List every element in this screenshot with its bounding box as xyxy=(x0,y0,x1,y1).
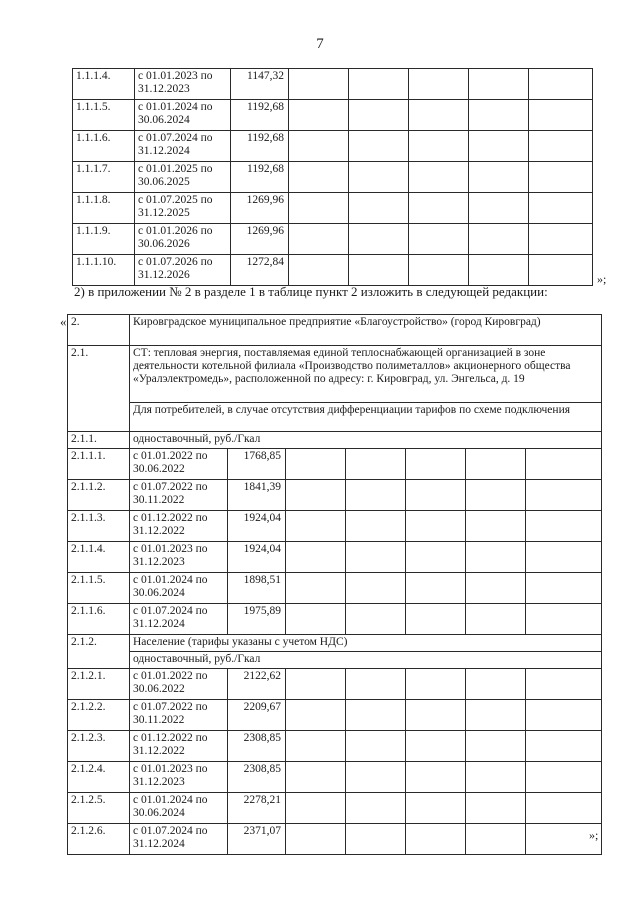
row-number: 1.1.1.5. xyxy=(73,100,135,131)
empty-cell xyxy=(349,100,409,131)
empty-cell xyxy=(346,824,406,855)
row-value: 2308,85 xyxy=(228,731,286,762)
empty-cell xyxy=(466,573,526,604)
row-period: с 01.07.2024 по 31.12.2024 xyxy=(130,604,228,635)
empty-cell xyxy=(346,731,406,762)
row-number: 2.1.1.6. xyxy=(68,604,130,635)
row-number: 2.1.2.4. xyxy=(68,762,130,793)
row-period: с 01.01.2026 по 30.06.2026 xyxy=(135,224,231,255)
table-row xyxy=(68,669,602,700)
row-value: 1147,32 xyxy=(231,69,289,100)
empty-cell xyxy=(526,542,602,573)
table-row xyxy=(68,731,602,762)
empty-cell xyxy=(469,193,529,224)
empty-cell xyxy=(466,511,526,542)
row-period: с 01.07.2026 по 31.12.2026 xyxy=(135,255,231,286)
empty-cell xyxy=(466,731,526,762)
empty-cell xyxy=(409,193,469,224)
empty-cell xyxy=(286,700,346,731)
empty-cell xyxy=(346,542,406,573)
table-row xyxy=(68,793,602,824)
row-period: с 01.12.2022 по 31.12.2022 xyxy=(130,511,228,542)
empty-cell xyxy=(409,131,469,162)
row-value: 1898,51 xyxy=(228,573,286,604)
table-row xyxy=(68,762,602,793)
row-value: 2209,67 xyxy=(228,700,286,731)
row-period: с 01.12.2022 по 31.12.2022 xyxy=(130,731,228,762)
row-period: с 01.01.2025 по 30.06.2025 xyxy=(135,162,231,193)
empty-cell xyxy=(469,131,529,162)
empty-cell xyxy=(349,255,409,286)
empty-cell xyxy=(406,731,466,762)
empty-cell xyxy=(526,573,602,604)
empty-cell xyxy=(529,100,593,131)
empty-cell xyxy=(466,449,526,480)
empty-cell xyxy=(289,224,349,255)
row-value: 2371,07 xyxy=(228,824,286,855)
row-number: 2.1.2.3. xyxy=(68,731,130,762)
row-value: 2308,85 xyxy=(228,762,286,793)
empty-cell xyxy=(406,480,466,511)
row-value: 1269,96 xyxy=(231,193,289,224)
row-number: 1.1.1.6. xyxy=(73,131,135,162)
consumers-description: Для потребителей, в случае отсутствия дифференциации тарифов по схеме подключения xyxy=(130,403,602,432)
empty-cell xyxy=(409,162,469,193)
empty-cell xyxy=(406,762,466,793)
empty-cell xyxy=(466,480,526,511)
row-number: 1.1.1.8. xyxy=(73,193,135,224)
empty-cell xyxy=(529,193,593,224)
row-number: 2.1.2.1. xyxy=(68,669,130,700)
opening-quote: « xyxy=(60,314,67,329)
empty-cell xyxy=(409,100,469,131)
row-period: с 01.01.2022 по 30.06.2022 xyxy=(130,449,228,480)
table2-closing-quote: »; xyxy=(589,828,599,842)
table-row xyxy=(73,100,593,131)
empty-cell xyxy=(406,700,466,731)
table-row xyxy=(68,511,602,542)
subsection-2-unit: одноставочный, руб./Гкал xyxy=(130,652,602,669)
empty-cell xyxy=(529,131,593,162)
table-row xyxy=(68,480,602,511)
page-number: 7 xyxy=(316,36,324,52)
empty-cell xyxy=(526,480,602,511)
empty-cell xyxy=(469,100,529,131)
empty-cell xyxy=(406,542,466,573)
tariff-table-item-2 xyxy=(67,314,602,855)
row-period: с 01.07.2022 по 30.11.2022 xyxy=(130,480,228,511)
empty-cell xyxy=(409,69,469,100)
empty-cell xyxy=(526,449,602,480)
empty-cell xyxy=(289,193,349,224)
row-period: с 01.01.2023 по 31.12.2023 xyxy=(130,762,228,793)
empty-cell xyxy=(346,604,406,635)
empty-cell xyxy=(289,162,349,193)
empty-cell xyxy=(286,793,346,824)
empty-cell xyxy=(526,700,602,731)
row-period: с 01.07.2024 по 31.12.2024 xyxy=(135,131,231,162)
row-value: 1768,85 xyxy=(228,449,286,480)
row-number: 2.1.2.6. xyxy=(68,824,130,855)
empty-cell xyxy=(289,131,349,162)
empty-cell xyxy=(349,224,409,255)
subsection-1-number: 2.1.1. xyxy=(68,432,130,449)
empty-cell xyxy=(346,449,406,480)
row-period: с 01.07.2024 по 31.12.2024 xyxy=(130,824,228,855)
empty-cell xyxy=(346,669,406,700)
empty-cell xyxy=(286,669,346,700)
row-period: с 01.01.2024 по 30.06.2024 xyxy=(130,573,228,604)
row-number: 1.1.1.10. xyxy=(73,255,135,286)
empty-cell xyxy=(526,669,602,700)
empty-cell xyxy=(286,731,346,762)
org-name: Кировградское муниципальное предприятие «Благоустройство» (город Кировград) xyxy=(130,315,602,346)
row-number: 2.1.1.2. xyxy=(68,480,130,511)
table-row xyxy=(68,604,602,635)
empty-cell xyxy=(286,573,346,604)
table-row xyxy=(73,162,593,193)
empty-cell xyxy=(289,100,349,131)
empty-cell xyxy=(349,131,409,162)
empty-cell xyxy=(466,669,526,700)
empty-cell xyxy=(349,162,409,193)
row-value: 2278,21 xyxy=(228,793,286,824)
empty-cell xyxy=(466,604,526,635)
empty-cell xyxy=(406,793,466,824)
table-row xyxy=(68,700,602,731)
empty-cell xyxy=(289,69,349,100)
empty-cell xyxy=(529,69,593,100)
row-period: с 01.07.2025 по 31.12.2025 xyxy=(135,193,231,224)
empty-cell xyxy=(289,255,349,286)
empty-cell xyxy=(286,449,346,480)
tariff-table-continuation xyxy=(72,68,593,286)
row-period: с 01.01.2023 по 31.12.2023 xyxy=(130,542,228,573)
section-number: 2.1. xyxy=(68,346,130,432)
empty-cell xyxy=(346,480,406,511)
row-number: 2.1.2.2. xyxy=(68,700,130,731)
row-value: 1924,04 xyxy=(228,511,286,542)
table1-closing-quote: »; xyxy=(597,272,607,286)
table-row xyxy=(73,255,593,286)
empty-cell xyxy=(406,449,466,480)
row-period: с 01.01.2024 по 30.06.2024 xyxy=(135,100,231,131)
row-number: 1.1.1.4. xyxy=(73,69,135,100)
table-row xyxy=(73,69,593,100)
row-number: 1.1.1.9. xyxy=(73,224,135,255)
empty-cell xyxy=(466,700,526,731)
subsection-2-label: Население (тарифы указаны с учетом НДС) xyxy=(130,635,602,652)
empty-cell xyxy=(469,162,529,193)
row-number: 2.1.1.1. xyxy=(68,449,130,480)
row-number: 1.1.1.7. xyxy=(73,162,135,193)
row-value: 2122,62 xyxy=(228,669,286,700)
empty-cell xyxy=(346,573,406,604)
empty-cell xyxy=(286,824,346,855)
subsection-1-label: одноставочный, руб./Гкал xyxy=(130,432,602,449)
table-row xyxy=(73,193,593,224)
empty-cell xyxy=(469,69,529,100)
empty-cell xyxy=(406,824,466,855)
empty-cell xyxy=(286,604,346,635)
row-number: 2.1.2.5. xyxy=(68,793,130,824)
empty-cell xyxy=(286,511,346,542)
empty-cell xyxy=(466,542,526,573)
amendment-paragraph: 2) в приложении № 2 в разделе 1 в таблице пункт 2 изложить в следующей редакции: xyxy=(74,284,548,299)
row-value: 1975,89 xyxy=(228,604,286,635)
table-row xyxy=(73,131,593,162)
empty-cell xyxy=(526,604,602,635)
table-row xyxy=(68,542,602,573)
empty-cell xyxy=(529,162,593,193)
row-value: 1269,96 xyxy=(231,224,289,255)
empty-cell xyxy=(409,255,469,286)
empty-cell xyxy=(349,69,409,100)
empty-cell xyxy=(526,731,602,762)
empty-cell xyxy=(286,542,346,573)
empty-cell xyxy=(406,669,466,700)
empty-cell xyxy=(406,511,466,542)
section-description: СТ: тепловая энергия, поставляемая единой теплоснабжающей организацией в зоне деятельности котельной филиала «Производство полиметаллов» акционерного общества «Уралэлектромедь», расположенной по адресу: г. Кировград, ул. Энгельса, д. 19 xyxy=(130,346,602,403)
row-value: 1192,68 xyxy=(231,100,289,131)
empty-cell xyxy=(526,793,602,824)
row-value: 1841,39 xyxy=(228,480,286,511)
empty-cell xyxy=(286,480,346,511)
empty-cell xyxy=(529,224,593,255)
empty-cell xyxy=(526,762,602,793)
empty-cell xyxy=(469,255,529,286)
row-period: с 01.01.2023 по 31.12.2023 xyxy=(135,69,231,100)
empty-cell xyxy=(406,573,466,604)
empty-cell xyxy=(469,224,529,255)
row-value: 1192,68 xyxy=(231,131,289,162)
row-number: 2.1.1.5. xyxy=(68,573,130,604)
table-row xyxy=(68,449,602,480)
empty-cell xyxy=(286,762,346,793)
row-value: 1272,84 xyxy=(231,255,289,286)
empty-cell xyxy=(346,700,406,731)
org-number: 2. xyxy=(68,315,130,346)
table-row xyxy=(73,224,593,255)
empty-cell xyxy=(466,824,526,855)
row-value: 1924,04 xyxy=(228,542,286,573)
row-value: 1192,68 xyxy=(231,162,289,193)
empty-cell xyxy=(466,793,526,824)
row-number: 2.1.1.4. xyxy=(68,542,130,573)
subsection-2-number: 2.1.2. xyxy=(68,635,130,669)
empty-cell xyxy=(346,762,406,793)
empty-cell xyxy=(526,511,602,542)
row-number: 2.1.1.3. xyxy=(68,511,130,542)
row-period: с 01.07.2022 по 30.11.2022 xyxy=(130,700,228,731)
row-period: с 01.01.2024 по 30.06.2024 xyxy=(130,793,228,824)
table-row xyxy=(68,824,602,855)
empty-cell xyxy=(406,604,466,635)
row-period: с 01.01.2022 по 30.06.2022 xyxy=(130,669,228,700)
empty-cell xyxy=(466,762,526,793)
empty-cell xyxy=(346,793,406,824)
empty-cell xyxy=(409,224,469,255)
table-row xyxy=(68,573,602,604)
empty-cell xyxy=(346,511,406,542)
empty-cell xyxy=(529,255,593,286)
empty-cell xyxy=(349,193,409,224)
